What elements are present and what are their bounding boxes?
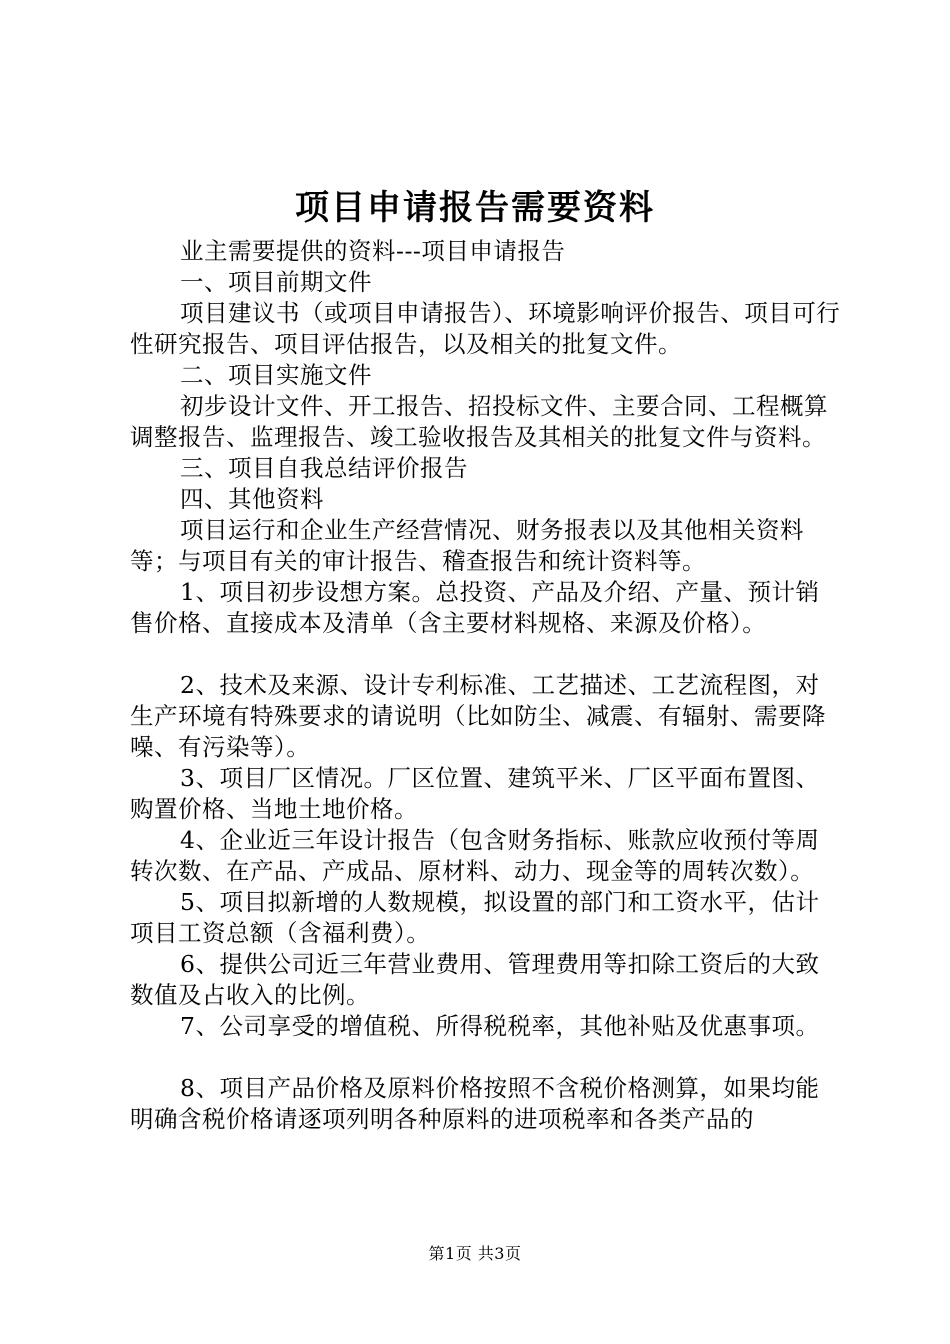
list-item: 7、公司享受的增值税、所得税税率，其他补贴及优惠事项。	[180, 1012, 820, 1040]
list-item: 3、项目厂区情况。厂区位置、建筑平米、厂区平面布置图、购置价格、当地土地价格。	[130, 764, 820, 823]
paragraph: 项目建议书（或项目申请报告）、环境影响评价报告、项目可行性研究报告、项目评估报告，以及相关的批复文件。	[130, 299, 841, 358]
paragraph: 项目运行和企业生产经营情况、财务报表以及其他相关资料等；与项目有关的审计报告、稽查报告和统计资料等。	[130, 516, 804, 575]
section-heading-1: 一、项目前期文件	[180, 268, 372, 296]
list-item: 2、技术及来源、设计专利标准、工艺描述、工艺流程图，对生产环境有特殊要求的请说明（比如防尘、减震、有辐射、需要降噪、有污染等）。	[130, 671, 826, 761]
section-heading-4: 四、其他资料	[180, 485, 324, 513]
paragraph-intro: 业主需要提供的资料---项目申请报告	[180, 237, 566, 265]
section-heading-3: 三、项目自我总结评价报告	[180, 454, 468, 482]
list-item: 5、项目拟新增的人数规模，拟设置的部门和工资水平，估计项目工资总额（含福利费）。	[130, 888, 820, 947]
page-footer: 第1页 共3页	[428, 1244, 522, 1263]
document-body	[130, 236, 842, 1135]
section-heading-2: 二、项目实施文件	[180, 361, 372, 389]
list-item: 6、提供公司近三年营业费用、管理费用等扣除工资后的大致数值及占收入的比例。	[130, 950, 820, 1009]
document-title: 项目申请报告需要资料	[295, 188, 655, 228]
list-item: 8、项目产品价格及原料价格按照不含税价格测算，如果均能明确含税价格请逐项列明各种原料的进项税率和各类产品的	[130, 1074, 820, 1133]
paragraph: 初步设计文件、开工报告、招投标文件、主要合同、工程概算调整报告、监理报告、竣工验收报告及其相关的批复文件与资料。	[130, 392, 828, 451]
list-item: 4、企业近三年设计报告（包含财务指标、账款应收预付等周转次数、在产品、产成品、原材料、动力、现金等的周转次数）。	[130, 826, 820, 885]
list-item: 1、项目初步设想方案。总投资、产品及介绍、产量、预计销售价格、直接成本及清单（含主要材料规格、来源及价格）。	[130, 578, 820, 637]
